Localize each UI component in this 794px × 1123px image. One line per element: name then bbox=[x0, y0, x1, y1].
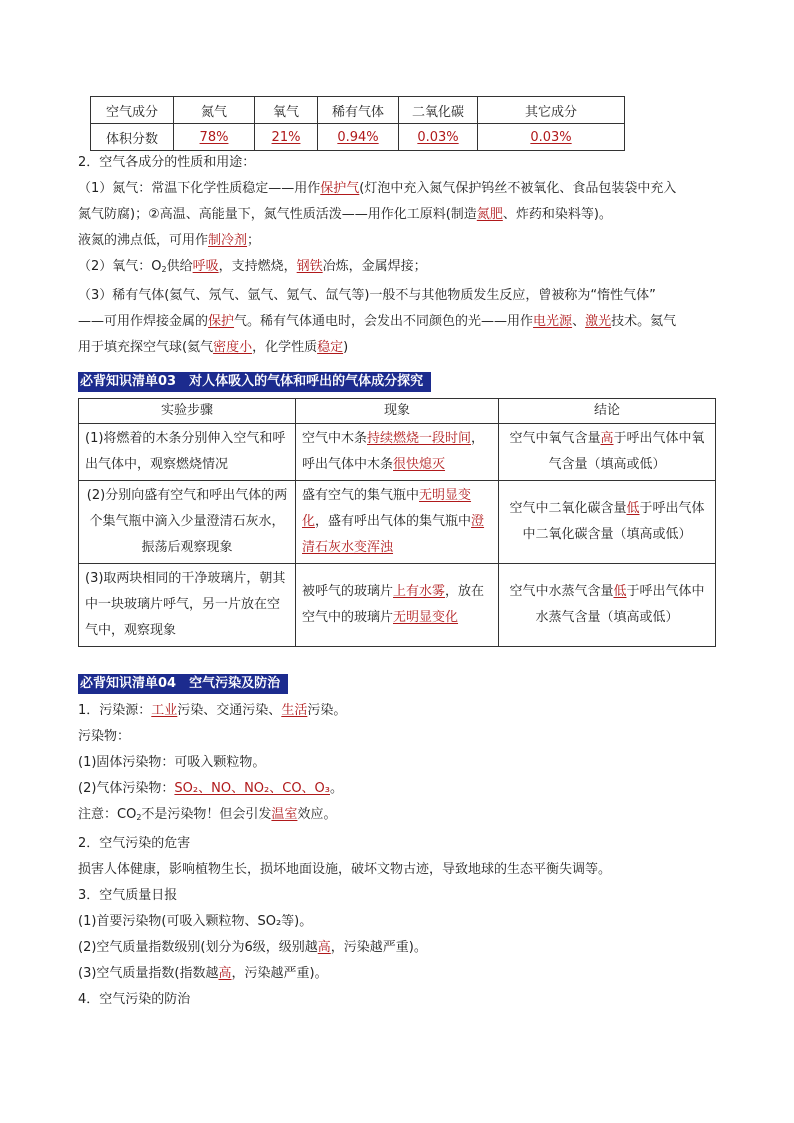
text: 污染。 bbox=[307, 703, 347, 718]
text: 注意：CO bbox=[78, 807, 137, 822]
text: ，盛有呼出气体的集气瓶中 bbox=[315, 514, 472, 529]
answer-fill: 钢铁 bbox=[296, 259, 323, 274]
answer-fill: 78% bbox=[199, 129, 229, 145]
answer-fill: 无明显变化 bbox=[393, 610, 459, 625]
text: 、 bbox=[572, 314, 586, 329]
table-cell bbox=[399, 124, 478, 151]
table-cell bbox=[174, 124, 255, 151]
table-cell bbox=[478, 124, 625, 151]
answer-fill: 低 bbox=[626, 501, 640, 516]
answer-fill: 生活 bbox=[281, 703, 308, 718]
table-row bbox=[91, 97, 625, 124]
text: 冶炼，金属焊接； bbox=[322, 259, 427, 274]
answer-fill: 保护 bbox=[208, 314, 235, 329]
table-cell: (3)取两块相同的干净玻璃片，朝其中一块玻璃片呼气，另一片放在空气中，观察现象 bbox=[79, 564, 296, 647]
table-header-cell: 稀有气体 bbox=[318, 97, 399, 124]
paragraph-line bbox=[78, 176, 728, 202]
table-row bbox=[79, 481, 716, 564]
table-cell bbox=[296, 424, 499, 481]
banner-04-label: 必背知识清单04 空气污染及防治 bbox=[78, 674, 288, 694]
text: (2)气体污染物： bbox=[78, 781, 175, 796]
paragraph-line: 损害人体健康，影响植物生长，损坏地面设施，破坏文物古迹，导致地球的生态平衡失调等。 bbox=[78, 862, 612, 877]
table-cell bbox=[255, 124, 318, 151]
table-cell bbox=[318, 124, 399, 151]
text: (3)空气质量指数(指数越 bbox=[78, 966, 219, 981]
table-header-cell: 结论 bbox=[499, 399, 716, 424]
paragraph-line bbox=[78, 935, 728, 961]
paragraph-line bbox=[78, 776, 728, 802]
table-header-cell: 氮气 bbox=[174, 97, 255, 124]
table-cell bbox=[296, 481, 499, 564]
paragraph-line bbox=[78, 309, 728, 335]
section-heading: 3．空气质量日报 bbox=[78, 888, 178, 903]
table-header-cell: 其它成分 bbox=[478, 97, 625, 124]
paragraph-line bbox=[78, 254, 728, 283]
banner-03-label: 必背知识清单03 对人体吸入的气体和呼出的气体成分探究 bbox=[78, 372, 431, 392]
text: 。 bbox=[330, 781, 344, 796]
answer-fill: 高 bbox=[600, 431, 614, 446]
pollution-section bbox=[78, 698, 728, 1013]
table-row bbox=[91, 124, 625, 151]
answer-fill: 制冷剂 bbox=[208, 233, 248, 248]
paragraph-line bbox=[78, 802, 728, 831]
table-cell bbox=[499, 424, 716, 481]
text: 不是污染物！但会引发 bbox=[141, 807, 272, 822]
answer-fill: 激光 bbox=[585, 314, 612, 329]
table-header-cell: 二氧化碳 bbox=[399, 97, 478, 124]
table-cell bbox=[499, 481, 716, 564]
answer-fill: 持续燃烧一段时间 bbox=[367, 431, 472, 446]
answer-fill: 澄清石灰水变浑浊 bbox=[302, 514, 485, 555]
answer-fill: 高 bbox=[218, 966, 232, 981]
subscript: 2 bbox=[136, 813, 142, 822]
text: ，呼出气体中木条 bbox=[302, 431, 485, 472]
section-heading: 2．空气各成分的性质和用途： bbox=[78, 155, 256, 170]
paragraph-line bbox=[78, 228, 728, 254]
text: 空气中二氧化碳含量 bbox=[509, 501, 627, 516]
text: 于呼出气体中水蒸气含量（填高或低） bbox=[535, 584, 705, 625]
text: 气。稀有气体通电时，会发出不同颜色的光——用作 bbox=[234, 314, 534, 329]
text: 空气中氧气含量 bbox=[509, 431, 601, 446]
answer-fill: 很快熄灭 bbox=[393, 457, 446, 472]
answer-fill: 呼吸 bbox=[192, 259, 219, 274]
text: ——可用作焊接金属的 bbox=[78, 314, 209, 329]
text: 技术。氦气 bbox=[611, 314, 677, 329]
text: 空气中木条 bbox=[302, 431, 368, 446]
text: 氮气防腐)；②高温、高能量下，氮气性质活泼——用作化工原料(制造 bbox=[78, 207, 477, 222]
subscript: 2 bbox=[161, 265, 167, 274]
text: 被呼气的玻璃片 bbox=[302, 584, 394, 599]
answer-fill: 电光源 bbox=[533, 314, 573, 329]
text: 、炸药和染料等)。 bbox=[502, 207, 612, 222]
paragraph-line bbox=[78, 202, 728, 228]
answer-fill: 0.94% bbox=[337, 129, 379, 145]
paragraph-line: (1)固体污染物：可吸入颗粒物。 bbox=[78, 755, 266, 770]
answer-fill: SO₂、NO、NO₂、CO、O₃ bbox=[174, 781, 330, 796]
paragraph-line bbox=[78, 335, 728, 361]
text: (灯泡中充入氮气保护钨丝不被氧化、食品包装袋中充入 bbox=[359, 181, 677, 196]
text: 空气中水蒸气含量 bbox=[509, 584, 614, 599]
table-row bbox=[79, 424, 716, 481]
text: 于呼出气体中氧气含量（填高或低） bbox=[548, 431, 705, 472]
paragraph-line bbox=[78, 698, 728, 724]
answer-fill: 上有水雾 bbox=[393, 584, 446, 599]
text: 供给 bbox=[166, 259, 193, 274]
answer-fill: 高 bbox=[317, 940, 331, 955]
table-header-cell: 氧气 bbox=[255, 97, 318, 124]
text: ) bbox=[343, 340, 349, 355]
air-composition-table bbox=[90, 96, 625, 151]
text: ，化学性质 bbox=[252, 340, 318, 355]
answer-fill: 密度小 bbox=[213, 340, 253, 355]
text: （1）氮气：常温下化学性质稳定——用作 bbox=[78, 181, 321, 196]
text: ，污染越严重)。 bbox=[231, 966, 328, 981]
answer-fill: 保护气 bbox=[320, 181, 360, 196]
answer-fill: 低 bbox=[613, 584, 627, 599]
table-header-cell: 实验步骤 bbox=[79, 399, 296, 424]
answer-fill: 温室 bbox=[271, 807, 298, 822]
answer-fill: 0.03% bbox=[530, 129, 572, 145]
paragraph-line: (1)首要污染物(可吸入颗粒物、SO₂等)。 bbox=[78, 914, 313, 929]
text: （2）氧气：O bbox=[78, 259, 162, 274]
text: (2)空气质量指数级别(划分为6级，级别越 bbox=[78, 940, 318, 955]
experiment-table bbox=[78, 398, 716, 647]
text: 用于填充探空气球(氦气 bbox=[78, 340, 214, 355]
table-header-cell: 现象 bbox=[296, 399, 499, 424]
answer-fill: 氮肥 bbox=[476, 207, 503, 222]
text: 污染、交通污染、 bbox=[177, 703, 282, 718]
table-cell: 体积分数 bbox=[91, 124, 174, 151]
answer-fill: 无明显变化 bbox=[302, 488, 472, 529]
table-row bbox=[79, 399, 716, 424]
paragraph-line bbox=[78, 961, 728, 987]
paragraph-line: （3）稀有气体(氦气、氖气、氩气、氪气、氙气等)一般不与其他物质发生反应，曾被称为“惰性气体” bbox=[78, 288, 656, 303]
section-heading: 4．空气污染的防治 bbox=[78, 992, 191, 1007]
text: 于呼出气体中二氧化碳含量（填高或低） bbox=[522, 501, 705, 542]
answer-fill: 稳定 bbox=[317, 340, 344, 355]
text: ； bbox=[247, 233, 261, 248]
table-row bbox=[79, 564, 716, 647]
answer-fill: 工业 bbox=[151, 703, 178, 718]
answer-fill: 21% bbox=[271, 129, 301, 145]
text: ，污染越严重)。 bbox=[330, 940, 427, 955]
section-banner bbox=[78, 674, 288, 694]
text: 1．污染源： bbox=[78, 703, 152, 718]
text: 盛有空气的集气瓶中 bbox=[302, 488, 420, 503]
text: 效应。 bbox=[297, 807, 337, 822]
table-header-cell: 空气成分 bbox=[91, 97, 174, 124]
table-cell bbox=[296, 564, 499, 647]
section-heading: 2．空气污染的危害 bbox=[78, 836, 191, 851]
answer-fill: 0.03% bbox=[417, 129, 459, 145]
text: 液氮的沸点低，可用作 bbox=[78, 233, 209, 248]
table-cell: (2)分别向盛有空气和呼出气体的两个集气瓶中滴入少量澄清石灰水，振荡后观察现象 bbox=[79, 481, 296, 564]
paragraph-line: 污染物： bbox=[78, 729, 131, 744]
table-cell bbox=[499, 564, 716, 647]
text: ，支持燃烧， bbox=[218, 259, 297, 274]
properties-section bbox=[78, 150, 728, 361]
section-banner bbox=[78, 372, 431, 392]
table-cell: (1)将燃着的木条分别伸入空气和呼出气体中，观察燃烧情况 bbox=[79, 424, 296, 481]
text: ，放在空气中的玻璃片 bbox=[302, 584, 485, 625]
